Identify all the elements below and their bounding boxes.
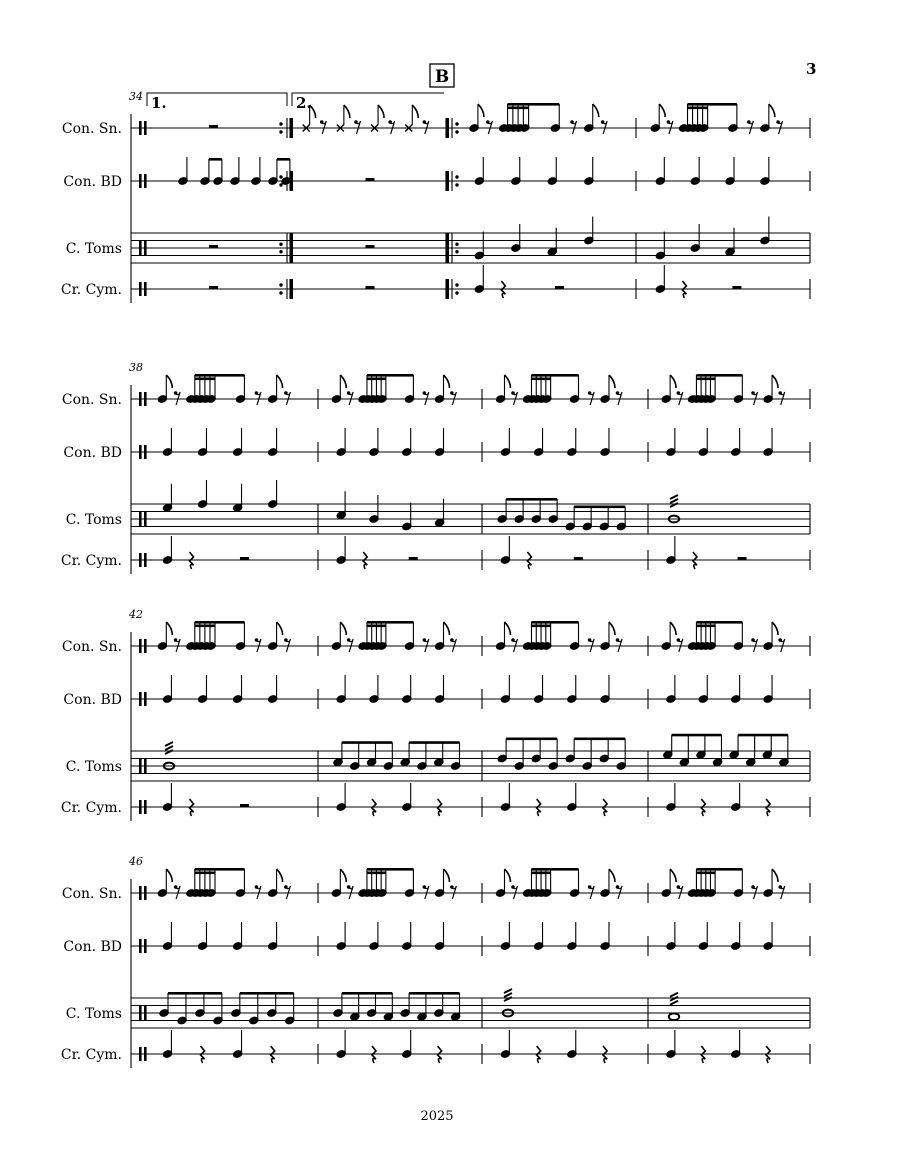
measure [446, 103, 636, 299]
beam [696, 374, 742, 377]
beam [531, 374, 578, 377]
instrument-label: Cr. Cym. [60, 553, 122, 569]
percussion-clef [139, 121, 142, 135]
instrument-label: Con. Sn. [61, 639, 122, 655]
percussion-clef [144, 121, 147, 135]
repeat-dot [279, 175, 282, 178]
repeat-dot [279, 243, 282, 246]
repeat-dot [455, 243, 458, 246]
instrument-label: Cr. Cym. [60, 800, 122, 816]
beam [531, 625, 550, 628]
half-rest [366, 286, 375, 289]
note-flag [166, 622, 172, 635]
half-rest [732, 286, 741, 289]
instrument-label: C. Toms [65, 512, 122, 528]
beam [195, 621, 245, 624]
note-flag [609, 869, 615, 882]
note-flag [166, 869, 172, 882]
repeat-dot [279, 291, 282, 294]
system [61, 90, 810, 303]
repeat-barline [446, 233, 449, 263]
instrument-label: Cr. Cym. [60, 1047, 122, 1063]
half-rest [209, 125, 218, 128]
rehearsal-mark-label: B [434, 67, 450, 87]
percussion-clef [144, 553, 147, 567]
percussion-clef [144, 886, 147, 900]
note-flag [772, 375, 778, 388]
half-rest [209, 286, 218, 289]
beam [738, 734, 788, 737]
measure [157, 868, 318, 1064]
rehearsal-mark [430, 64, 454, 87]
tremolo-stroke [670, 1001, 678, 1005]
beam [696, 378, 715, 381]
percussion-clef [144, 692, 147, 706]
system [61, 855, 810, 1068]
percussion-clef [144, 800, 147, 814]
tremolo-stroke [504, 989, 512, 993]
repeat-dot [279, 250, 282, 253]
beam [240, 992, 294, 995]
percussion-clef [144, 939, 147, 953]
beam [367, 378, 386, 381]
instrument-label: Cr. Cym. [60, 282, 122, 298]
half-rest [409, 557, 418, 560]
system [61, 361, 810, 574]
percussion-clef [139, 282, 142, 296]
measure [157, 374, 318, 570]
note-flag [504, 375, 510, 388]
percussion-clef [144, 241, 147, 255]
measure-number: 42 [129, 608, 143, 621]
instrument-label: Con. Sn. [61, 121, 122, 137]
percussion-clef [144, 282, 147, 296]
beam [531, 621, 578, 624]
repeat-dot [455, 291, 458, 294]
note-flag [478, 104, 484, 117]
half-rest [240, 557, 249, 560]
half-rest [574, 557, 583, 560]
percussion-clef [139, 1006, 142, 1020]
note-flag [769, 104, 775, 117]
volta-brackets [147, 93, 444, 112]
beam [696, 621, 742, 624]
tremolo-stroke [165, 746, 173, 750]
percussion-clef [144, 1006, 147, 1020]
volta-2-bracket [292, 93, 444, 106]
page-number: 3 [806, 60, 817, 78]
note-flag [670, 622, 676, 635]
measure [303, 105, 446, 299]
note-flag [277, 375, 283, 388]
measure [178, 118, 293, 299]
instrument-label: Con. BD [63, 692, 122, 708]
beam [574, 738, 625, 741]
note-flag [772, 622, 778, 635]
beam [367, 625, 386, 628]
beam [367, 374, 413, 377]
note-flag [277, 622, 283, 635]
note-flag [593, 104, 599, 117]
percussion-clef [144, 639, 147, 653]
measure [661, 868, 810, 1064]
note-flag [340, 375, 346, 388]
measure [495, 868, 648, 1064]
tremolo-stroke [670, 997, 678, 1001]
beam [531, 378, 550, 381]
percussion-clef [139, 759, 142, 773]
whole-note [669, 1013, 679, 1020]
measure [650, 103, 810, 299]
repeat-dot [279, 122, 282, 125]
repeat-barline [290, 279, 293, 299]
half-rest [366, 245, 375, 248]
note-flag [659, 104, 665, 117]
percussion-clef [139, 639, 142, 653]
instrument-label: Con. BD [63, 939, 122, 955]
repeat-barline [290, 233, 293, 263]
measure-number: 46 [129, 855, 143, 868]
repeat-dot [455, 283, 458, 286]
note-flag [340, 869, 346, 882]
tremolo-stroke [670, 499, 678, 503]
repeat-dot [455, 183, 458, 186]
percussion-clef [139, 512, 142, 526]
note-flag [609, 375, 615, 388]
percussion-clef [139, 692, 142, 706]
measure [495, 374, 648, 570]
beam [342, 741, 392, 744]
instrument-label: C. Toms [65, 759, 122, 775]
note-flag [344, 105, 350, 118]
repeat-dot [455, 122, 458, 125]
half-rest [240, 804, 249, 807]
beam [168, 992, 222, 995]
beam [688, 107, 708, 110]
percussion-clef [144, 174, 147, 188]
beam [506, 738, 557, 741]
percussion-clef [139, 445, 142, 459]
half-rest [738, 557, 747, 560]
tremolo-stroke [165, 742, 173, 746]
measure [331, 374, 482, 570]
beam [367, 621, 413, 624]
beam [531, 872, 550, 875]
repeat-dot [279, 283, 282, 286]
half-rest [555, 286, 564, 289]
measure [661, 374, 810, 570]
percussion-clef [139, 392, 142, 406]
measure [495, 621, 648, 817]
percussion-clef [139, 241, 142, 255]
note-flag [670, 869, 676, 882]
instrument-label: C. Toms [65, 1006, 122, 1022]
note-flag [378, 105, 384, 118]
measure [661, 621, 810, 817]
note-flag [444, 622, 450, 635]
volta-1-bracket [147, 93, 287, 106]
footer-year: 2025 [420, 1109, 454, 1124]
repeat-barline [446, 118, 449, 138]
measure [331, 621, 482, 817]
tremolo-stroke [670, 993, 678, 997]
measure-number: 38 [129, 361, 143, 374]
instrument-label: Con. Sn. [61, 392, 122, 408]
beam [367, 872, 386, 875]
beam [209, 158, 222, 161]
beam [195, 378, 215, 381]
percussion-clef [139, 939, 142, 953]
percussion-clef [139, 553, 142, 567]
beam [672, 734, 722, 737]
measure [157, 621, 318, 817]
beam [506, 498, 557, 501]
percussion-clef [139, 800, 142, 814]
instrument-label: Con. BD [63, 174, 122, 190]
beam [195, 872, 215, 875]
beam [696, 872, 715, 875]
beam [195, 868, 245, 871]
beam [342, 992, 392, 995]
note-flag [504, 622, 510, 635]
volta-2-label: 2. [296, 94, 312, 112]
beam [508, 107, 529, 110]
music-systems [61, 90, 810, 1068]
beam [508, 103, 560, 106]
beam [277, 158, 290, 161]
note-flag [444, 869, 450, 882]
percussion-clef [144, 512, 147, 526]
percussion-clef [144, 1047, 147, 1061]
repeat-barline [446, 279, 449, 299]
repeat-barline [446, 171, 449, 191]
repeat-barline [290, 118, 293, 138]
half-rest [209, 245, 218, 248]
percussion-clef [139, 174, 142, 188]
beam [688, 103, 737, 106]
beam [367, 868, 413, 871]
note-flag [504, 869, 510, 882]
tremolo-stroke [670, 495, 678, 499]
measure-number: 34 [129, 90, 143, 103]
note-flag [772, 869, 778, 882]
note-flag [412, 105, 418, 118]
percussion-clef [139, 886, 142, 900]
beam [531, 868, 578, 871]
beam [574, 506, 625, 509]
note-flag [277, 869, 283, 882]
beam [195, 374, 245, 377]
beam [409, 992, 459, 995]
instrument-label: Con. Sn. [61, 886, 122, 902]
half-rest [366, 178, 375, 181]
measure [331, 868, 482, 1064]
percussion-clef [139, 1047, 142, 1061]
beam [195, 625, 215, 628]
repeat-dot [455, 130, 458, 133]
instrument-label: Con. BD [63, 445, 122, 461]
note-flag [609, 622, 615, 635]
percussion-clef [144, 759, 147, 773]
instrument-label: C. Toms [65, 241, 122, 257]
volta-1-label: 1. [151, 94, 167, 112]
tremolo-stroke [504, 993, 512, 997]
system [61, 608, 810, 821]
percussion-clef [144, 445, 147, 459]
beam [696, 625, 715, 628]
percussion-clef [144, 392, 147, 406]
repeat-dot [455, 250, 458, 253]
repeat-dot [455, 175, 458, 178]
beam [696, 868, 742, 871]
beam [409, 741, 459, 744]
note-flag [670, 375, 676, 388]
repeat-dot [279, 130, 282, 133]
note-flag [166, 375, 172, 388]
note-flag [444, 375, 450, 388]
note-flag [340, 622, 346, 635]
